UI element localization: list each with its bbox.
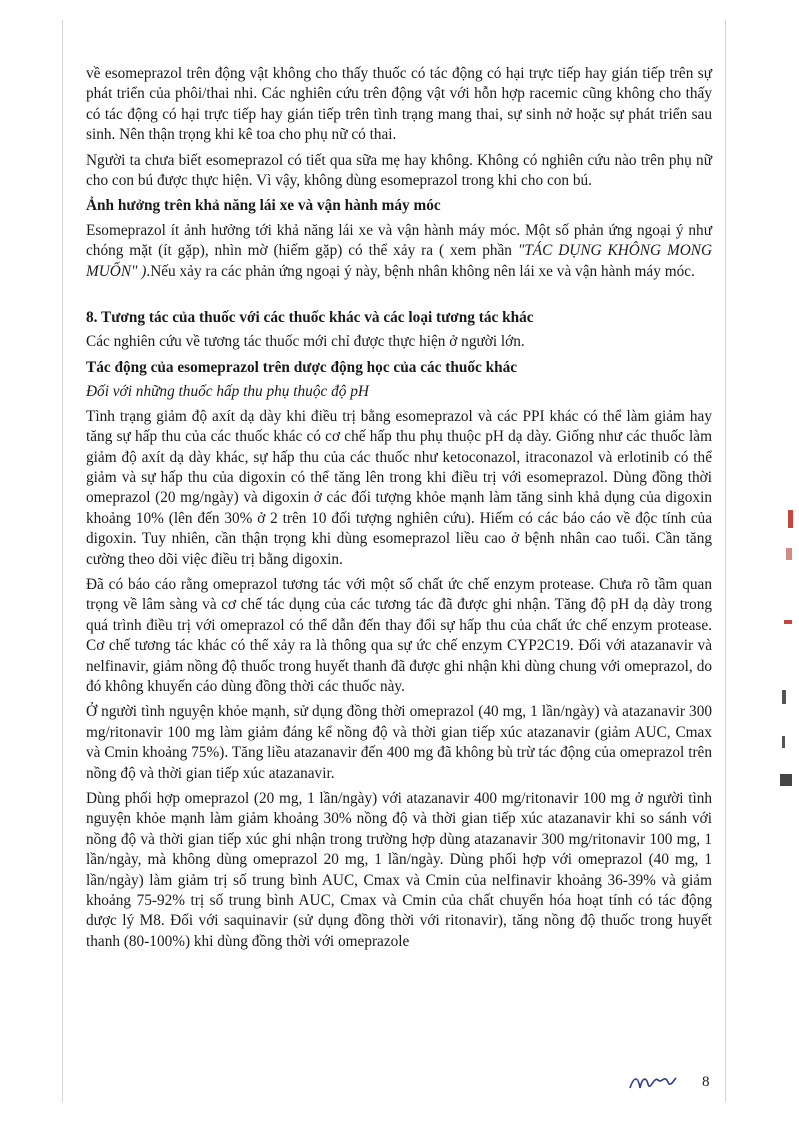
driving-text-before: Esomeprazol ít ảnh hưởng tới khả năng lái xe và vận hành máy móc. Một số phản ứng ngoại ý như chóng mặt (ít gặp), nhìn mờ (hiếm gặp) có thể xảy ra ( xem phần (86, 221, 712, 260)
stamp-edge-marks (770, 500, 796, 800)
handwritten-signature (628, 1070, 678, 1096)
heading-ph-dependent: Đối với những thuốc hấp thu phụ thuộc độ pH (86, 383, 369, 401)
heading-driving: Ảnh hưởng trên khả năng lái xe và vận hành máy móc (86, 197, 441, 215)
paragraph-pregnancy: về esomeprazol trên động vật không cho thấy thuốc có tác động có hại trực tiếp hay gián tiếp trên sự phát triển của phôi/thai nhi. Các nghiên cứu trên động vật với hỗn hợp racemic cũng không cho thấy có tác động có hại trực tiếp hay gián tiếp trên tình trạng mang thai, sự sinh nở hoặc sự phát triển sau sinh. Nên thận trọng khi kê toa cho phụ nữ có thai. (86, 65, 712, 144)
paragraph-gastric-acidity: Tình trạng giảm độ axít dạ dày khi điều trị bằng esomeprazol và các PPI khác có thể làm giảm hay tăng sự hấp thu của các thuốc khác có cơ chế hấp thu phụ thuộc pH dạ dày. Giống như các thuốc làm giảm độ axít dạ dày khác, sự hấp thu của các thuốc như ketoconazol, itraconazol và erlotinib có thể giảm và sự hấp thu của digoxin có thể tăng lên trong khi điều trị với esomeprazol. Dùng đồng thời omeprazol (20 mg/ngày) và digoxin ở các đối tượng khỏe mạnh làm tăng sinh khả dụng của digoxin khoảng 10% (lên đến 30% ở 2 trên 10 đối tượng nghiên cứu). Hiếm có các báo cáo về độc tính của digoxin. Tuy nhiên, cần thận trọng khi dùng esomeprazol liều cao ở bệnh nhân cao tuổi. Cần tăng cường theo dõi việc điều trị bằng digoxin. (86, 407, 712, 568)
driving-text-after: .Nếu xảy ra các phản ứng ngoại ý này, bệnh nhân không nên lái xe và vận hành máy móc. (146, 262, 695, 280)
paragraph-atazanavir: Ở người tình nguyện khỏe mạnh, sử dụng đồng thời omeprazol (40 mg, 1 lần/ngày) và atazanavir 300 mg/ritonavir 100 mg làm giảm đáng kể nồng độ và thời gian tiếp xúc atazanavir (giảm AUC, Cmax và Cmin khoảng 75%). Tăng liều atazanavir đến 400 mg đã không bù trừ tác động của omeprazol trên nồng độ và thời gian tiếp xúc atazanavir. (86, 703, 712, 782)
driving-section-reference: "TÁC DỤNG KHÔNG MONG MUỐN" ) (86, 242, 712, 280)
section-8-title: 8. Tương tác của thuốc với các thuốc khác và các loại tương tác khác (86, 309, 534, 327)
paragraph-driving (86, 221, 712, 282)
page-number: 8 (702, 1074, 710, 1090)
paragraph-breastfeeding: Người ta chưa biết esomeprazol có tiết qua sữa mẹ hay không. Không có nghiên cứu nào trên phụ nữ cho con bú được thực hiện. Vì vậy, không dùng esomeprazol trong khi cho con bú. (86, 151, 712, 190)
section-8-intro: Các nghiên cứu về tương tác thuốc mới chỉ được thực hiện ở người lớn. (86, 333, 525, 351)
paragraph-protease-inhibitors: Đã có báo cáo rằng omeprazol tương tác với một số chất ức chế enzym protease. Chưa rõ tầm quan trọng về lâm sàng và cơ chế tác dụng của các tương tác đã được ghi nhận. Tăng độ pH dạ dày trong quá trình điều trị với omeprazol có thể dẫn đến thay đổi sự hấp thu của chất ức chế enzym protease. Cơ chế tương tác khác có thể xảy ra là thông qua sự ức chế enzym CYP2C19. Đối với atazanavir và nelfinavir, giảm nồng độ thuốc trong huyết thanh đã được ghi nhận khi dùng chung với omeprazol, do đó không khuyến cáo dùng đồng thời các thuốc này. (86, 575, 712, 695)
heading-pharmacokinetics: Tác động của esomeprazol trên dược động học của các thuốc khác (86, 358, 518, 376)
paragraph-combination: Dùng phối hợp omeprazol (20 mg, 1 lần/ngày) với atazanavir 400 mg/ritonavir 100 mg ở người tình nguyện khỏe mạnh làm giảm khoảng 30% nồng độ và thời gian tiếp xúc atazanavir khi so sánh với nồng độ và thời gian tiếp xúc ghi nhận trong trường hợp dùng atazanavir 300 mg/ritonavir 100 mg, 1 lần/ngày, mà không dùng omeprazol 20 mg, 1 lần/ngày. Dùng phối hợp với omeprazol (40 mg, 1 lần/ngày) làm giảm trị số trung bình AUC, Cmax và Cmin của nelfinavir khoảng 36-39% và giảm khoảng 75-92% trị số trung bình AUC, Cmax và Cmin của chất chuyển hóa hoạt tính có tác động dược lý M8. Đối với saquinavir (sử dụng đồng thời với ritonavir), tăng nồng độ thuốc trong huyết thanh (80-100%) khi dùng đồng thời với omeprazole (86, 790, 712, 950)
document-body (86, 64, 712, 957)
